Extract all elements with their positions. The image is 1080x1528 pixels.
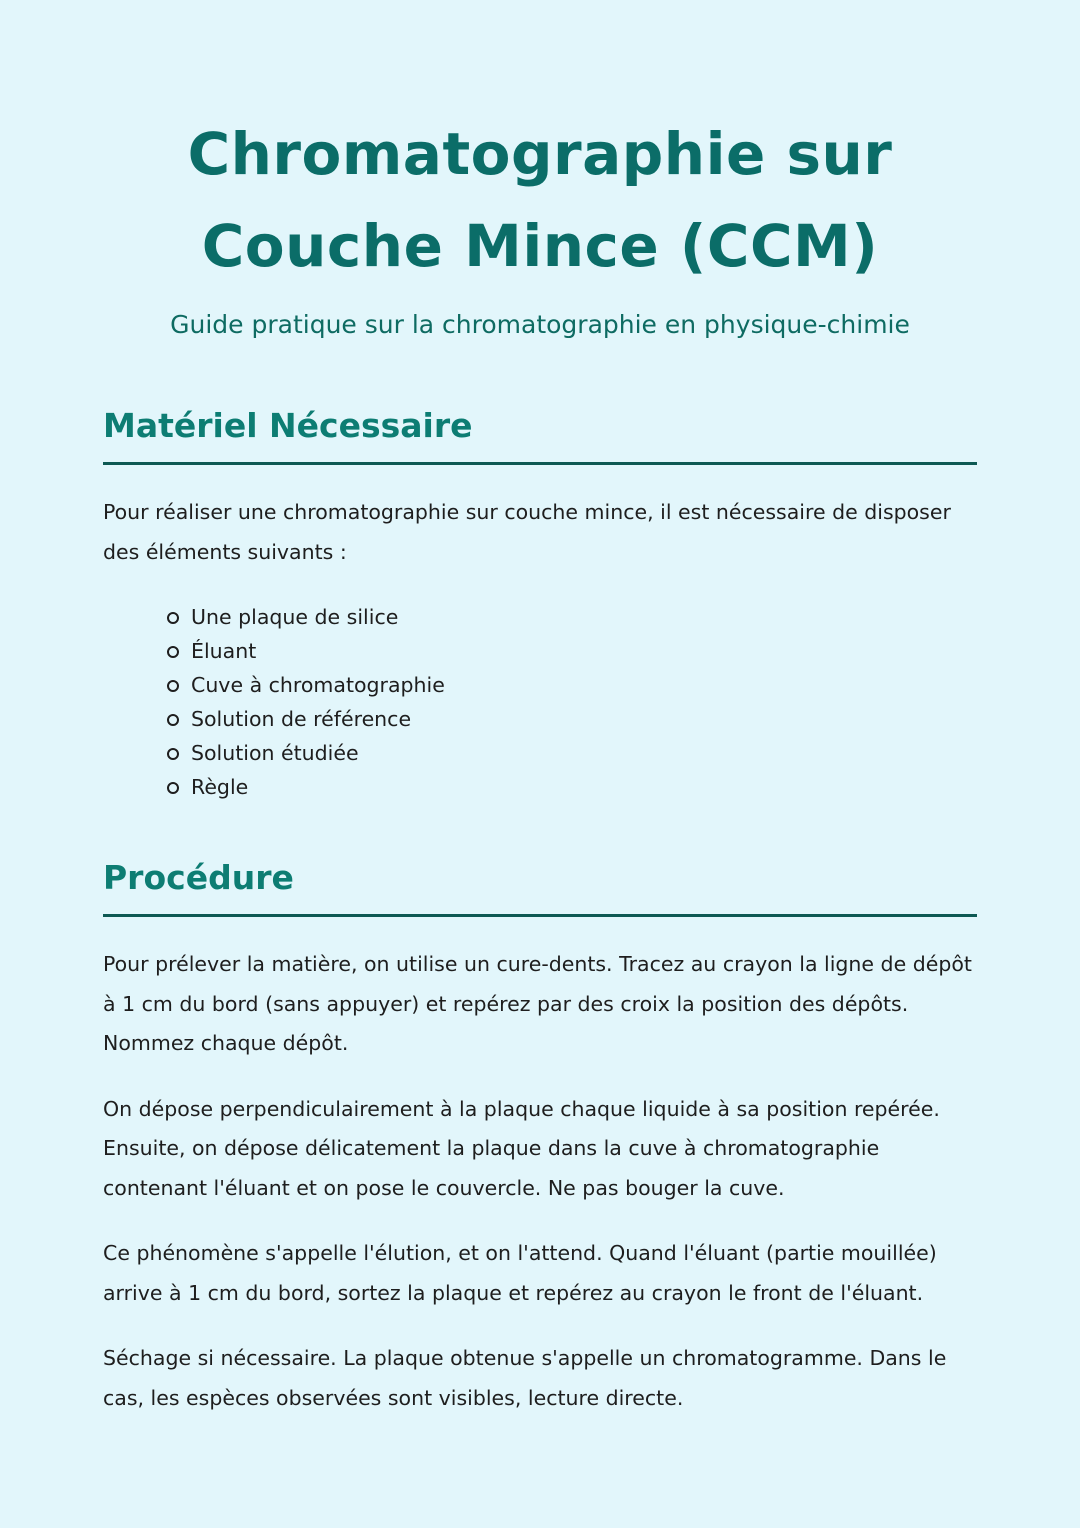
list-item (191, 770, 977, 804)
list-item (191, 634, 977, 668)
section-procedure (103, 856, 977, 1418)
materiel-intro-paragraph: Pour réaliser une chromatographie sur couche mince, il est nécessaire de disposer des éléments suivants : (103, 500, 951, 564)
list-item-text: Une plaque de silice (191, 605, 399, 629)
list-item-text: Cuve à chromatographie (191, 673, 445, 697)
page-title (103, 0, 977, 292)
circle-bullet-icon (167, 782, 179, 794)
section-materiel (103, 404, 977, 804)
circle-bullet-icon (167, 714, 179, 726)
procedure-paragraph-3: Ce phénomène s'appelle l'élution, et on l'attend. Quand l'éluant (partie mouillée) arrive à 1 cm du bord, sortez la plaque et repérez au crayon le front de l'éluant. (103, 1241, 937, 1305)
section-heading-materiel: Matériel Nécessaire (103, 406, 473, 445)
procedure-paragraph-2: On dépose perpendiculairement à la plaque chaque liquide à sa position repérée. Ensuite, on dépose délicatement la plaque dans la cuve à chromatographie contenant l'éluant et on pose le couvercle. Ne pas bouger la cuve. (103, 1096, 940, 1200)
procedure-paragraph-4: Séchage si nécessaire. La plaque obtenue s'appelle un chromatogramme. Dans le cas, les espèces observées sont visibles, lecture directe. (103, 1346, 947, 1410)
list-item-text: Éluant (191, 639, 257, 663)
section-heading-procedure: Procédure (103, 858, 294, 897)
list-item-text: Solution étudiée (191, 741, 359, 765)
list-item (191, 600, 977, 634)
section-divider (103, 914, 977, 917)
page-title-line-2: Couche Mince (CCM) (201, 212, 879, 280)
list-item-text: Règle (191, 775, 249, 799)
circle-bullet-icon (167, 612, 179, 624)
list-item (191, 668, 977, 702)
page-title-line-1: Chromatographie sur (187, 120, 893, 188)
list-item-text: Solution de référence (191, 707, 412, 731)
circle-bullet-icon (167, 748, 179, 760)
list-item (191, 736, 977, 770)
list-item (191, 702, 977, 736)
materiel-list (103, 600, 977, 804)
procedure-paragraph-1: Pour prélever la matière, on utilise un cure-dents. Tracez au crayon la ligne de dépôt à 1 cm du bord (sans appuyer) et repérez par des croix la position des dépôts. Nommez chaque dépôt. (103, 952, 972, 1055)
circle-bullet-icon (167, 646, 179, 658)
section-divider (103, 462, 977, 465)
page-subtitle: Guide pratique sur la chromatographie en physique-chimie (170, 310, 910, 339)
circle-bullet-icon (167, 680, 179, 692)
